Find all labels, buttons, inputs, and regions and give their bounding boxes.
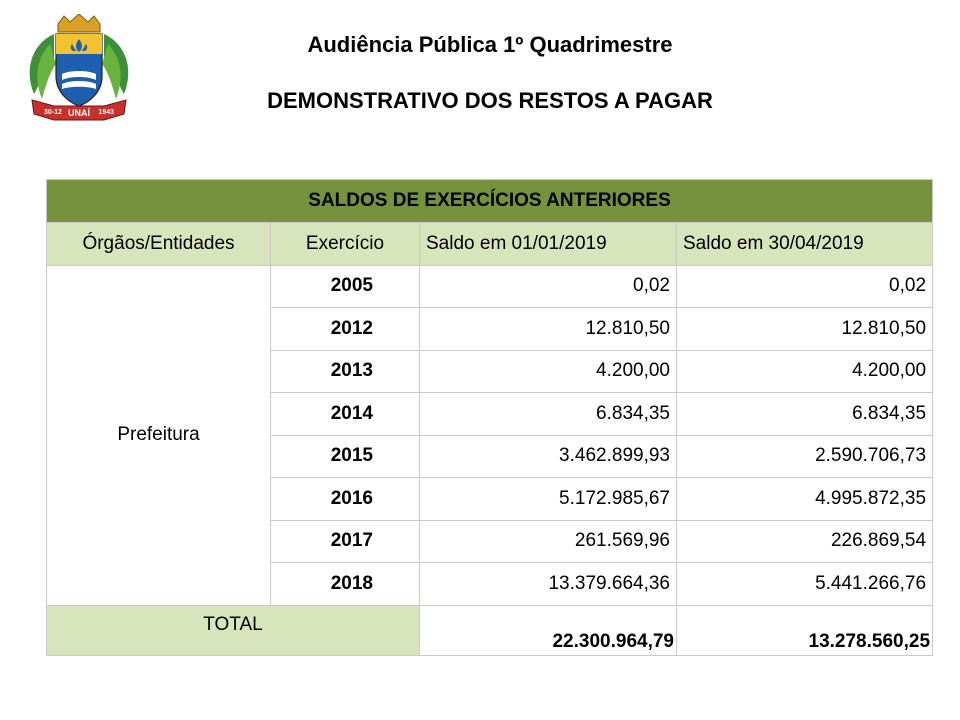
banner-right-text: 1943 bbox=[98, 109, 114, 116]
start-balance-cell: 0,02 bbox=[420, 265, 677, 308]
section-header-row bbox=[47, 180, 933, 223]
restos-a-pagar-table bbox=[46, 179, 933, 656]
start-balance-cell: 4.200,00 bbox=[420, 350, 677, 393]
start-balance-cell: 13.379.664,36 bbox=[420, 563, 677, 606]
end-balance-cell: 5.441.266,76 bbox=[677, 563, 933, 606]
end-balance-cell: 4.995.872,35 bbox=[677, 478, 933, 521]
end-balance-cell: 12.810,50 bbox=[677, 308, 933, 351]
year-cell: 2014 bbox=[271, 393, 420, 436]
total-row bbox=[47, 605, 933, 656]
end-balance-cell: 4.200,00 bbox=[677, 350, 933, 393]
column-header-year: Exercício bbox=[271, 223, 420, 266]
column-header-end-balance: Saldo em 30/04/2019 bbox=[677, 223, 933, 266]
column-header-start-balance: Saldo em 01/01/2019 bbox=[420, 223, 677, 266]
start-balance-cell: 5.172.985,67 bbox=[420, 478, 677, 521]
banner-center-text: UNAÍ bbox=[68, 108, 90, 118]
end-balance-cell: 6.834,35 bbox=[677, 393, 933, 436]
start-balance-cell: 261.569,96 bbox=[420, 520, 677, 563]
banner-left-text: 30-12 bbox=[44, 109, 62, 116]
year-cell: 2018 bbox=[271, 563, 420, 606]
year-cell: 2016 bbox=[271, 478, 420, 521]
table-row bbox=[47, 265, 933, 308]
year-cell: 2012 bbox=[271, 308, 420, 351]
start-balance-cell: 12.810,50 bbox=[420, 308, 677, 351]
end-balance-cell: 226.869,54 bbox=[677, 520, 933, 563]
total-end-balance: 13.278.560,25 bbox=[677, 605, 933, 656]
section-title: SALDOS DE EXERCÍCIOS ANTERIORES bbox=[47, 180, 933, 223]
total-start-balance: 22.300.964,79 bbox=[420, 605, 677, 656]
page-subtitle: DEMONSTRATIVO DOS RESTOS A PAGAR bbox=[267, 88, 713, 113]
year-cell: 2005 bbox=[271, 265, 420, 308]
coat-of-arms-logo bbox=[14, 14, 144, 124]
year-cell: 2017 bbox=[271, 520, 420, 563]
year-cell: 2013 bbox=[271, 350, 420, 393]
page-title: Audiência Pública 1º Quadrimestre bbox=[307, 32, 673, 57]
start-balance-cell: 6.834,35 bbox=[420, 393, 677, 436]
column-header-row bbox=[47, 223, 933, 266]
start-balance-cell: 3.462.899,93 bbox=[420, 435, 677, 478]
end-balance-cell: 0,02 bbox=[677, 265, 933, 308]
column-header-entity: Órgãos/Entidades bbox=[47, 223, 271, 266]
year-cell: 2015 bbox=[271, 435, 420, 478]
total-label: TOTAL bbox=[47, 605, 420, 656]
entity-cell: Prefeitura bbox=[47, 265, 271, 605]
end-balance-cell: 2.590.706,73 bbox=[677, 435, 933, 478]
